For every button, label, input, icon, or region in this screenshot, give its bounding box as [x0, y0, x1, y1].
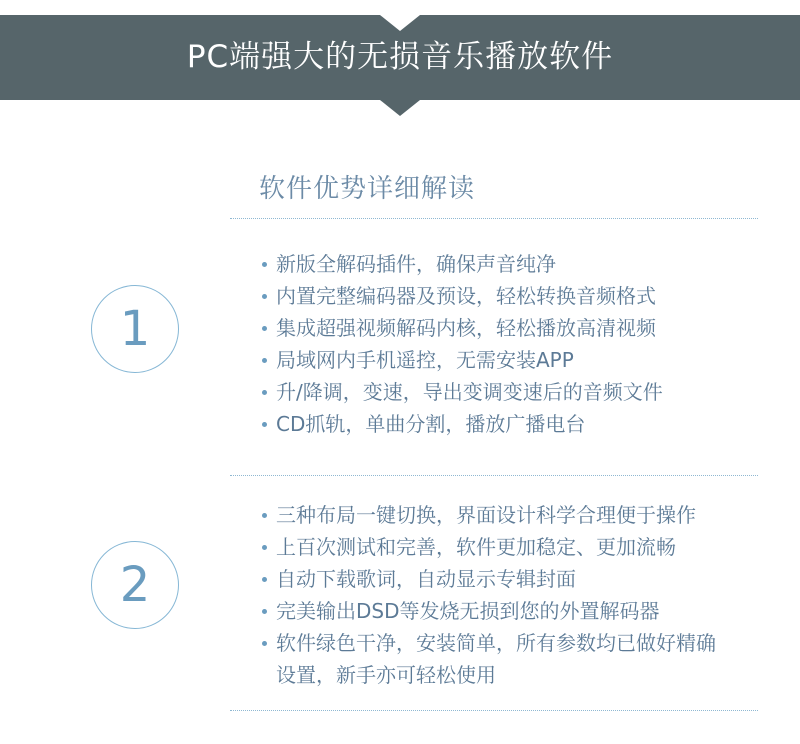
list-item: 完美输出DSD等发烧无损到您的外置解码器	[262, 595, 716, 627]
list-item: 集成超强视频解码内核，轻松播放高清视频	[262, 312, 663, 344]
bullet-icon	[262, 513, 267, 518]
list-item: 新版全解码插件，确保声音纯净	[262, 248, 663, 280]
bullet-icon	[262, 641, 267, 646]
bullet-icon	[262, 294, 267, 299]
bullet-icon	[262, 390, 267, 395]
number-badge-1	[91, 285, 179, 373]
bullet-icon	[262, 326, 267, 331]
list-item: 局域网内手机遥控，无需安装APP	[262, 344, 663, 376]
bullet-icon	[262, 577, 267, 582]
feature-list-1	[262, 248, 663, 440]
banner-arrow	[380, 100, 420, 116]
list-item: 自动下载歌词，自动显示专辑封面	[262, 563, 716, 595]
list-item: 内置完整编码器及预设，轻松转换音频格式	[262, 280, 663, 312]
divider	[230, 218, 758, 219]
list-item: 三种布局一键切换，界面设计科学合理便于操作	[262, 499, 716, 531]
bullet-icon	[262, 609, 267, 614]
list-item-continuation: 设置，新手亦可轻松使用	[276, 663, 496, 687]
list-item: 升/降调，变速，导出变调变速后的音频文件	[262, 376, 663, 408]
list-item: CD抓轨，单曲分割，播放广播电台	[262, 408, 663, 440]
banner-title: PC端强大的无损音乐播放软件	[186, 39, 614, 75]
number-label: 1	[119, 301, 151, 357]
section-title: 软件优势详细解读	[259, 174, 476, 204]
bullet-icon	[262, 262, 267, 267]
bullet-icon	[262, 422, 267, 427]
divider	[230, 475, 758, 476]
bullet-icon	[262, 545, 267, 550]
feature-list-2	[262, 499, 716, 691]
divider	[230, 710, 758, 711]
number-badge-2	[91, 541, 179, 629]
list-item: 软件绿色干净，安装简单，所有参数均已做好精确	[262, 627, 716, 659]
number-label: 2	[119, 557, 151, 613]
bullet-icon	[262, 358, 267, 363]
list-item: 上百次测试和完善，软件更加稳定、更加流畅	[262, 531, 716, 563]
